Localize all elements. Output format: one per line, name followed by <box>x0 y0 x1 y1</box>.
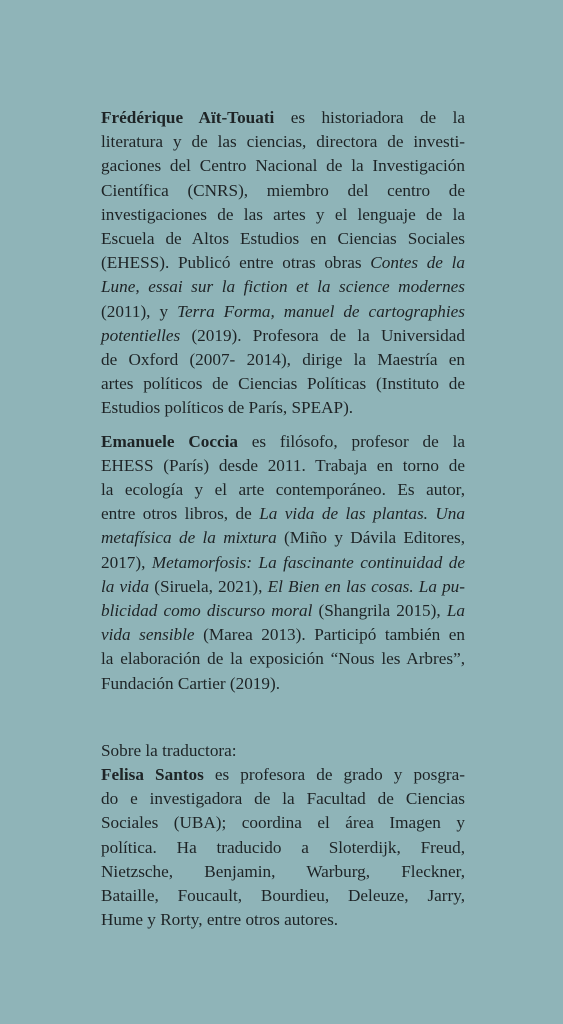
text-line: de Oxford (2007- 2014), dirige la Maestría en <box>101 350 465 370</box>
text-line: política. Ha traducido a Sloterdijk, Freud, <box>101 837 465 857</box>
book-title: Lune, essai sur la fiction et la science modernes <box>101 277 465 297</box>
bio-column <box>101 106 465 933</box>
book-title: Metamorfosis: La fascinante continuidad de <box>151 552 465 572</box>
bio-translator <box>101 739 465 933</box>
book-title: blicidad como discurso moral <box>101 601 313 621</box>
bio-coccia <box>101 430 465 696</box>
text-line: 2017), Metamorfosis: La fascinante continuidad de <box>101 552 465 572</box>
text-line: Estudios políticos de París, SPEAP). <box>101 398 354 418</box>
book-title: El Bien en las cosas. La pu- <box>267 576 465 596</box>
text-line: la elaboración de la exposición “Nous les Arbres”, <box>101 649 465 669</box>
text-line: Sociales (UBA); coordina el área Imagen y <box>101 813 465 833</box>
author-name: Emanuele Coccia <box>101 431 238 451</box>
book-title: Contes de la <box>370 253 465 273</box>
book-title: La vida de las plantas. Una <box>259 504 465 524</box>
book-title: la vida <box>101 576 150 596</box>
text-line: entre otros libros, de La vida de las plantas. Una <box>101 504 465 524</box>
text-line: Emanuele Coccia es filósofo, profesor de la <box>101 431 465 451</box>
text-line: Científica (CNRS), miembro del centro de <box>101 180 465 200</box>
text-line: investigaciones de las artes y el lenguaje de la <box>101 204 465 224</box>
text-line: gaciones del Centro Nacional de la Investigación <box>101 156 465 176</box>
book-title: potentielles <box>101 325 181 345</box>
translator-heading: Sobre la traductora: <box>101 740 237 760</box>
text-line: vida sensible (Marea 2013). Participó también en <box>101 625 465 645</box>
text-line: Bataille, Foucault, Bourdieu, Deleuze, Jarry, <box>101 886 465 906</box>
translator-name: Felisa Santos <box>101 765 204 785</box>
text-line: Felisa Santos es profesora de grado y posgra- <box>101 765 465 785</box>
text-line: Frédérique Aït-Touati es historiadora de la <box>101 108 465 127</box>
text-line: Nietzsche, Benjamin, Warburg, Fleckner, <box>101 861 465 881</box>
text-line: (EHESS). Publicó entre otras obras Contes de la <box>101 253 465 273</box>
text-line: Escuela de Altos Estudios en Ciencias Sociales <box>101 229 465 249</box>
text-line: potentielles (2019). Profesora de la Universidad <box>101 325 465 345</box>
text-line: la vida (Siruela, 2021), El Bien en las cosas. La pu- <box>101 576 465 596</box>
book-title: metafísica de la mixtura <box>101 528 277 548</box>
text-line: metafísica de la mixtura (Miño y Dávila Editores, <box>101 528 465 548</box>
text-line: la ecología y el arte contemporáneo. Es autor, <box>101 480 465 500</box>
text-line: Hume y Rorty, entre otros autores. <box>101 910 339 930</box>
bio-ait-touati <box>101 106 465 421</box>
book-title: La <box>446 601 465 621</box>
text-line: EHESS (París) desde 2011. Trabaja en torno de <box>101 455 465 475</box>
text-line: do e investigadora de la Facultad de Ciencias <box>101 789 465 809</box>
text-line: blicidad como discurso moral (Shangrila 2015), La <box>101 601 465 621</box>
book-title: Terra Forma, manuel de cartographies <box>177 301 465 321</box>
author-name: Frédérique Aït-Touati <box>101 108 275 127</box>
section-spacer <box>101 696 465 739</box>
text-line: artes políticos de Ciencias Políticas (Instituto de <box>101 374 465 394</box>
book-title: vida sensible <box>101 625 195 645</box>
text-line: Fundación Cartier (2019). <box>101 673 280 693</box>
text-line: literatura y de las ciencias, directora de investi- <box>101 132 465 152</box>
text-line: (2011), y Terra Forma, manuel de cartographies <box>101 301 465 321</box>
